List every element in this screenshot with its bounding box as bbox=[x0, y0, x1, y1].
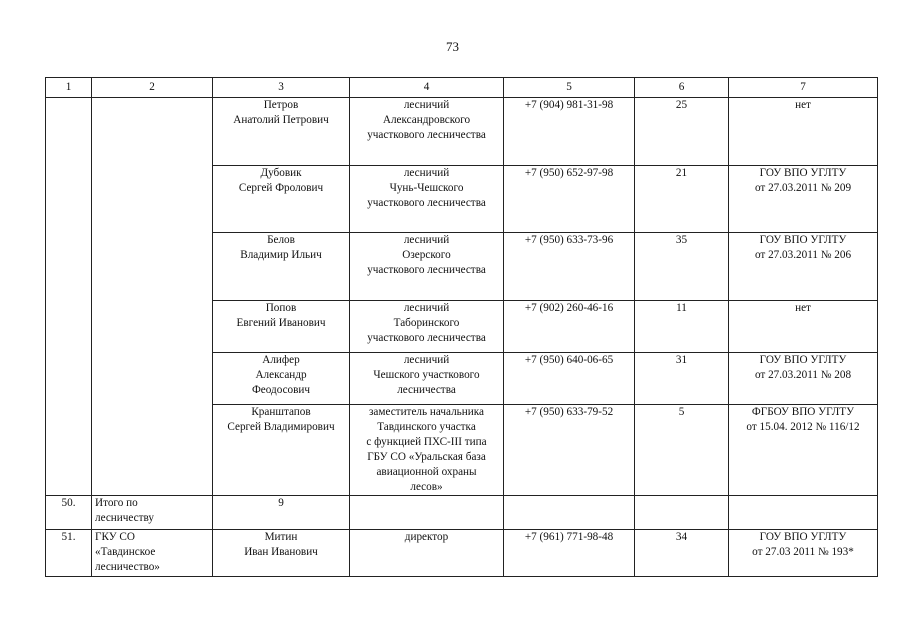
header-row bbox=[46, 78, 878, 98]
organization-line: «Тавдинское bbox=[95, 546, 156, 558]
name-line: Сергей Владимирович bbox=[227, 421, 335, 433]
total-label-line: лесничеству bbox=[95, 512, 154, 524]
name-cell bbox=[213, 353, 350, 405]
organization-line: лесничество» bbox=[95, 561, 160, 573]
row-number: 50. bbox=[46, 496, 92, 530]
phone-cell: +7 (950) 633-73-96 bbox=[504, 233, 635, 301]
name-line: Митин bbox=[264, 531, 298, 543]
position-line: заместитель начальника bbox=[369, 406, 484, 418]
education-line: ФГБОУ ВПО УГЛТУ bbox=[751, 406, 855, 418]
phone-cell: +7 (950) 652-97-98 bbox=[504, 166, 635, 233]
name-line: Евгений Иванович bbox=[236, 317, 326, 329]
header-cell: 3 bbox=[213, 78, 350, 98]
education-cell bbox=[729, 353, 878, 405]
education-line: от 27.03 2011 № 193* bbox=[752, 546, 854, 558]
forestry-staff-table bbox=[45, 77, 878, 577]
position-line: Чунь-Чешского bbox=[389, 182, 464, 194]
position-line: участкового лесничества bbox=[367, 264, 486, 276]
position-line: Чешского участкового bbox=[373, 369, 480, 381]
header-cell: 7 bbox=[729, 78, 878, 98]
position-line: авиационной охраны bbox=[376, 466, 477, 478]
education-cell bbox=[729, 233, 878, 301]
position-cell bbox=[350, 166, 504, 233]
name-line: Феодосович bbox=[251, 384, 311, 396]
position-cell bbox=[350, 233, 504, 301]
position-line: лесничий bbox=[403, 302, 450, 314]
position-line: лесничий bbox=[403, 234, 450, 246]
position-line: Александровского bbox=[382, 114, 471, 126]
phone-cell: +7 (950) 640-06-65 bbox=[504, 353, 635, 405]
name-line: Иван Иванович bbox=[244, 546, 318, 558]
name-line: Александр bbox=[255, 369, 307, 381]
position-cell bbox=[350, 405, 504, 496]
empty-cell bbox=[635, 496, 729, 530]
empty-cell bbox=[350, 496, 504, 530]
name-line: Владимир Ильич bbox=[240, 249, 322, 261]
empty-cell bbox=[504, 496, 635, 530]
position-line: участкового лесничества bbox=[367, 332, 486, 344]
name-line: Сергей Фролович bbox=[238, 182, 324, 194]
education-cell bbox=[729, 405, 878, 496]
name-line: Попов bbox=[265, 302, 297, 314]
education-line: ГОУ ВПО УГЛТУ bbox=[759, 531, 847, 543]
name-line: Алифер bbox=[262, 354, 300, 366]
total-label-line: Итого по bbox=[95, 497, 138, 509]
position-line: участкового лесничества bbox=[367, 129, 486, 141]
education-line: от 27.03.2011 № 208 bbox=[754, 369, 852, 381]
name-cell bbox=[213, 98, 350, 166]
number-cell-empty bbox=[46, 98, 92, 496]
age-cell: 34 bbox=[635, 530, 729, 577]
position-line: участкового лесничества bbox=[367, 197, 486, 209]
table-row bbox=[46, 98, 878, 166]
position-cell bbox=[350, 98, 504, 166]
name-cell bbox=[213, 405, 350, 496]
header-cell: 4 bbox=[350, 78, 504, 98]
header-cell: 5 bbox=[504, 78, 635, 98]
phone-cell: +7 (904) 981-31-98 bbox=[504, 98, 635, 166]
position-line: лесничий bbox=[403, 99, 450, 111]
name-cell bbox=[213, 301, 350, 353]
education-cell bbox=[729, 301, 878, 353]
education-cell bbox=[729, 166, 878, 233]
total-count: 9 bbox=[213, 496, 350, 530]
name-line: Кранштапов bbox=[251, 406, 311, 418]
age-cell: 25 bbox=[635, 98, 729, 166]
education-line: нет bbox=[795, 302, 811, 314]
education-cell bbox=[729, 98, 878, 166]
name-line: Белов bbox=[267, 234, 295, 246]
phone-cell: +7 (961) 771-98-48 bbox=[504, 530, 635, 577]
age-cell: 21 bbox=[635, 166, 729, 233]
name-line: Анатолий Петрович bbox=[233, 114, 329, 126]
education-line: от 27.03.2011 № 209 bbox=[754, 182, 852, 194]
position-cell bbox=[350, 301, 504, 353]
age-cell: 11 bbox=[635, 301, 729, 353]
header-cell: 1 bbox=[46, 78, 92, 98]
position-cell bbox=[350, 353, 504, 405]
education-line: от 15.04. 2012 № 116/12 bbox=[746, 421, 860, 433]
position-line: с функцией ПХС-III типа bbox=[366, 436, 487, 448]
table-row bbox=[46, 530, 878, 577]
row-number: 51. bbox=[46, 530, 92, 577]
position-line: лесничества bbox=[397, 384, 456, 396]
header-cell: 2 bbox=[92, 78, 213, 98]
total-row bbox=[46, 496, 878, 530]
header-cell: 6 bbox=[635, 78, 729, 98]
position-cell bbox=[350, 530, 504, 577]
position-line: лесничий bbox=[403, 354, 450, 366]
education-line: ГОУ ВПО УГЛТУ bbox=[759, 167, 847, 179]
name-cell bbox=[213, 530, 350, 577]
page-number: 73 bbox=[446, 39, 459, 54]
education-line: ГОУ ВПО УГЛТУ bbox=[759, 234, 847, 246]
position-line: лесничий bbox=[403, 167, 450, 179]
empty-cell bbox=[729, 496, 878, 530]
age-cell: 35 bbox=[635, 233, 729, 301]
position-line: лесов» bbox=[410, 481, 443, 493]
name-line: Петров bbox=[263, 99, 299, 111]
position-line: Таборинского bbox=[393, 317, 460, 329]
total-label-cell bbox=[92, 496, 213, 530]
age-cell: 31 bbox=[635, 353, 729, 405]
position-line: Тавдинского участка bbox=[377, 421, 476, 433]
name-cell bbox=[213, 166, 350, 233]
phone-cell: +7 (950) 633-79-52 bbox=[504, 405, 635, 496]
education-line: от 27.03.2011 № 206 bbox=[754, 249, 852, 261]
organization-line: ГКУ СО bbox=[95, 531, 135, 543]
position-line: ГБУ СО «Уральская база bbox=[367, 451, 486, 463]
organization-cell-empty bbox=[92, 98, 213, 496]
education-line: ГОУ ВПО УГЛТУ bbox=[759, 354, 847, 366]
phone-cell: +7 (902) 260-46-16 bbox=[504, 301, 635, 353]
name-cell bbox=[213, 233, 350, 301]
education-line: нет bbox=[795, 99, 811, 111]
organization-cell bbox=[92, 530, 213, 577]
education-cell bbox=[729, 530, 878, 577]
name-line: Дубовик bbox=[260, 167, 302, 179]
position-line: директор bbox=[404, 531, 449, 543]
position-line: Озерского bbox=[402, 249, 451, 261]
age-cell: 5 bbox=[635, 405, 729, 496]
